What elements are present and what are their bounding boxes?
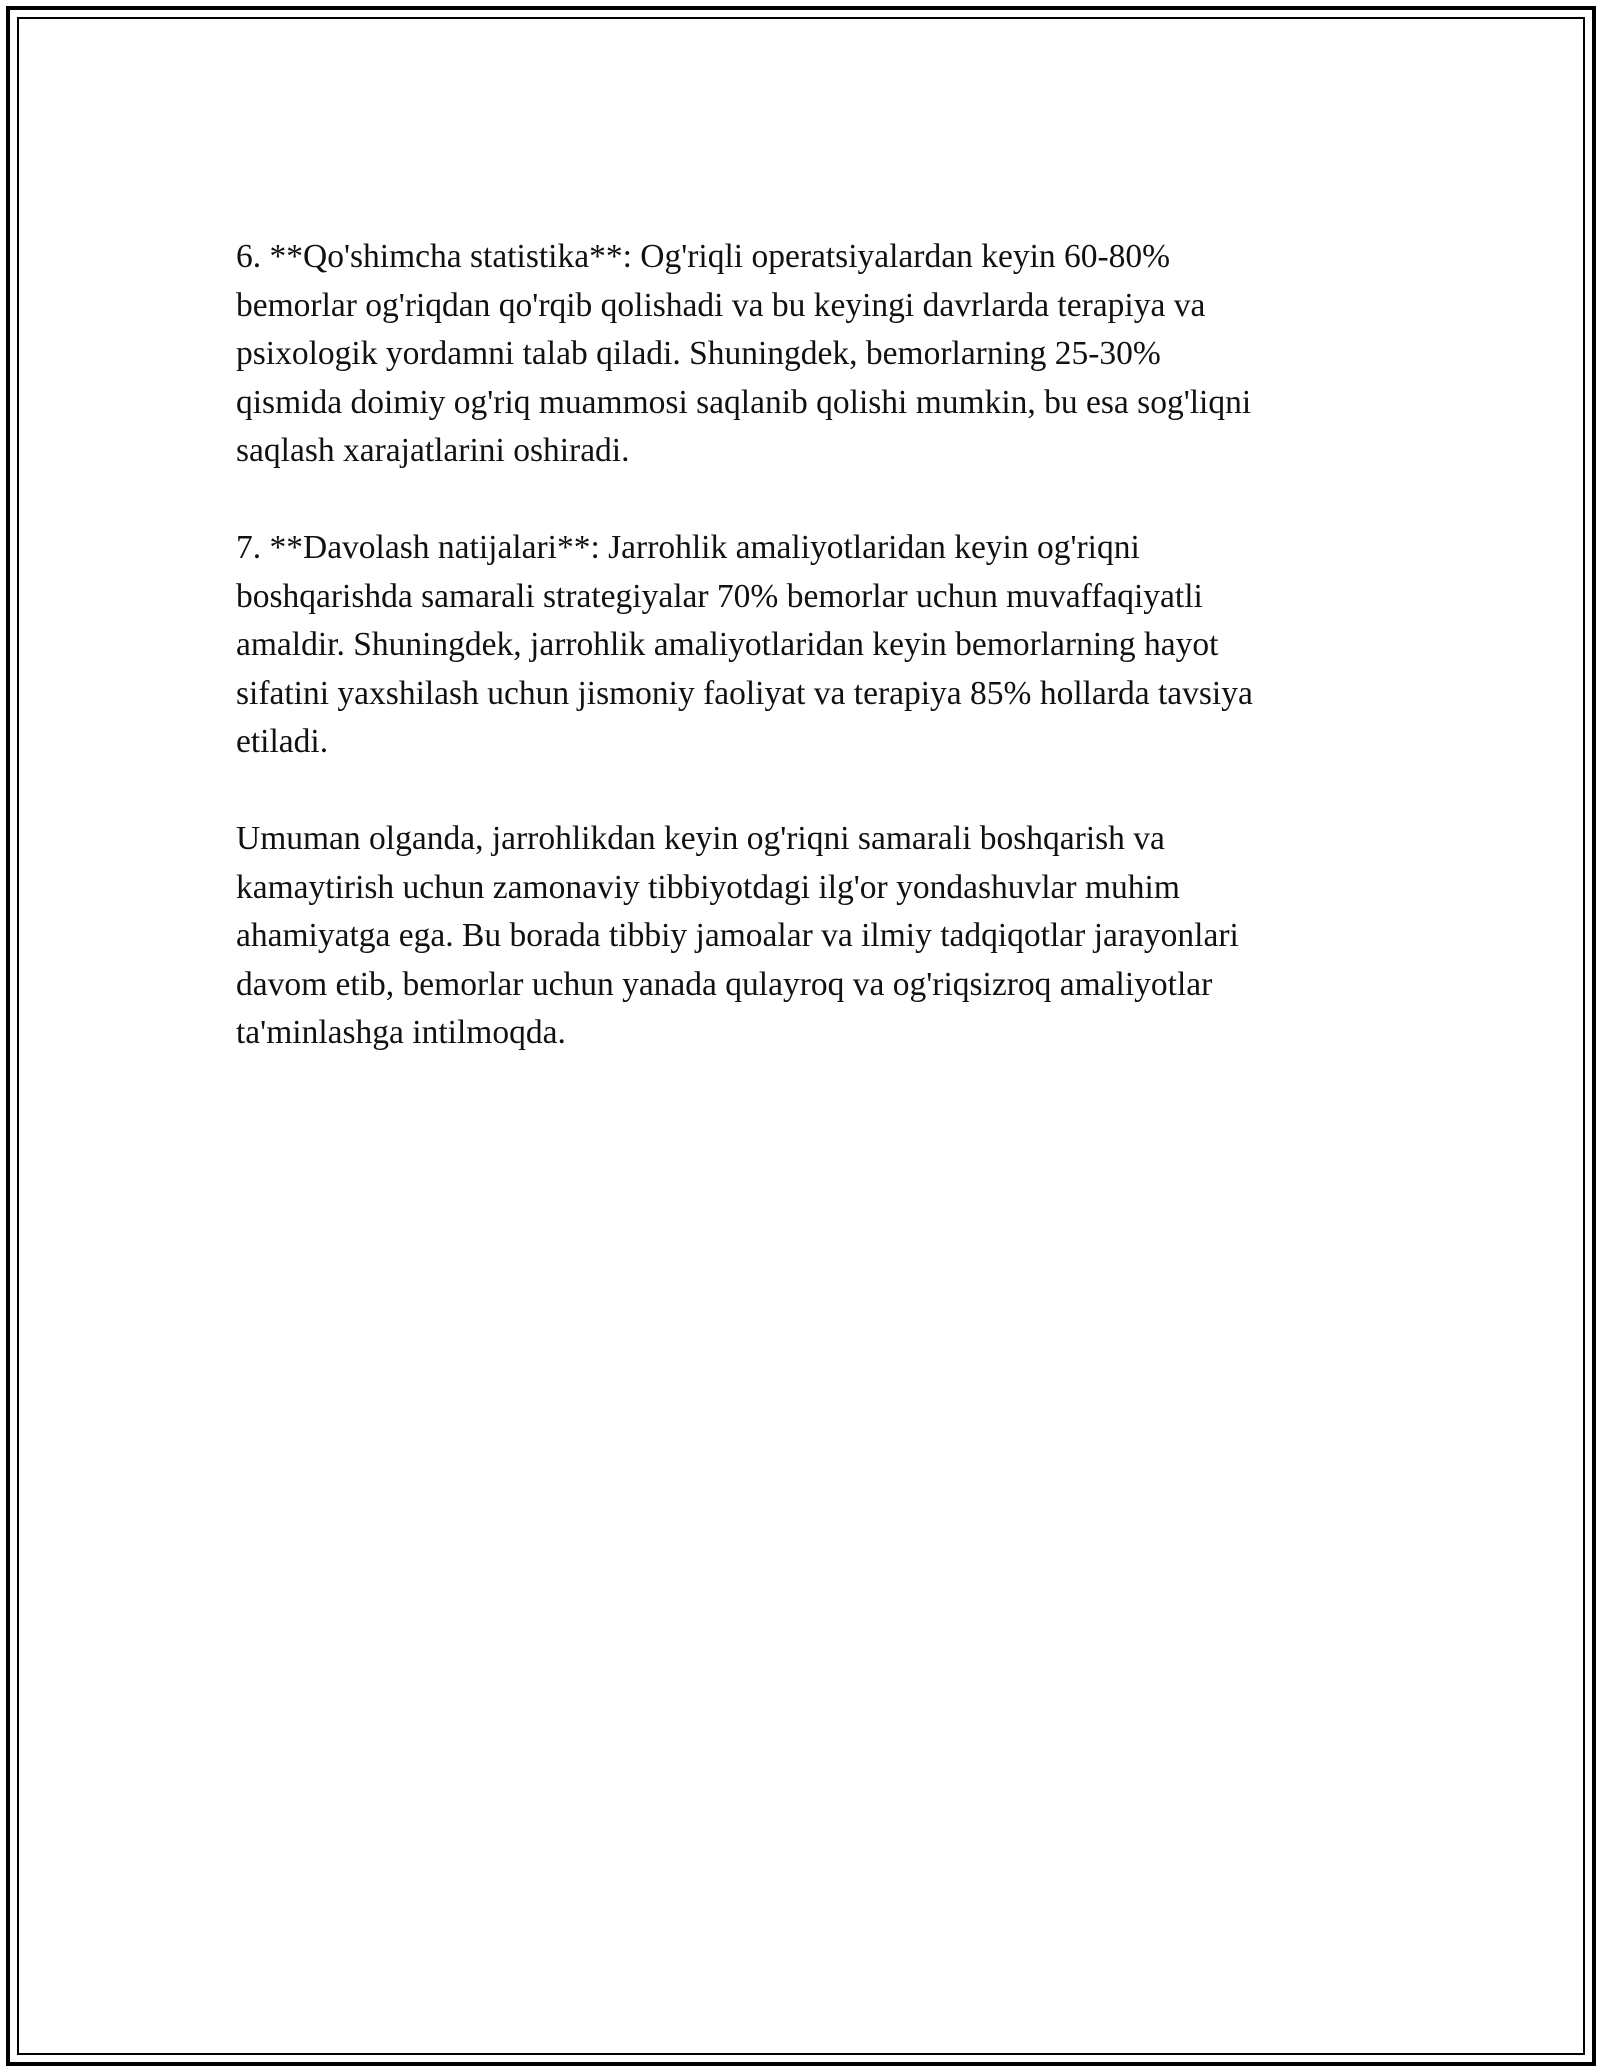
text-line: qismida doimiy og'riq muammosi saqlanib qolishi mumkin, bu esa sog'liqni [236,383,1252,421]
paragraph-conclusion [236,815,1366,1058]
text-line: boshqarishda samarali strategiyalar 70% bemorlar uchun muvaffaqiyatli [236,577,1203,615]
text-line: psixologik yordamni talab qiladi. Shuningdek, bemorlarning 25-30% [236,335,1161,372]
text-line: saqlash xarajatlarini oshiradi. [236,432,630,469]
text-line: amaldir. Shuningdek, jarrohlik amaliyotlaridan keyin bemorlarning hayot [236,626,1219,663]
text-line: 7. **Davolash natijalari**: Jarrohlik amaliyotlaridan keyin og'riqni [236,529,1140,566]
text-line: bemorlar og'riqdan qo'rqib qolishadi va bu keyingi davrlarda terapiya va [236,286,1206,324]
text-line: ta'minlashga intilmoqda. [236,1014,566,1051]
text-line: 6. **Qo'shimcha statistika**: Og'riqli operatsiyalardan keyin 60-80% [236,238,1171,275]
text-line: Umuman olganda, jarrohlikdan keyin og'riqni samarali boshqarish va [236,820,1165,857]
text-line: ahamiyatga ega. Bu borada tibbiy jamoalar va ilmiy tadqiqotlar jarayonlari [236,917,1239,954]
paragraph-treatment-results [236,524,1366,767]
document-body [236,233,1366,1106]
text-line: etiladi. [236,723,329,760]
paragraph-additional-statistics [236,233,1366,476]
text-line: sifatini yaxshilash uchun jismoniy faoliyat va terapiya 85% hollarda tavsiya [236,674,1253,712]
text-line: davom etib, bemorlar uchun yanada qulayroq va og'riqsizroq amaliyotlar [236,965,1213,1003]
text-line: kamaytirish uchun zamonaviy tibbiyotdagi ilg'or yondashuvlar muhim [236,868,1180,906]
